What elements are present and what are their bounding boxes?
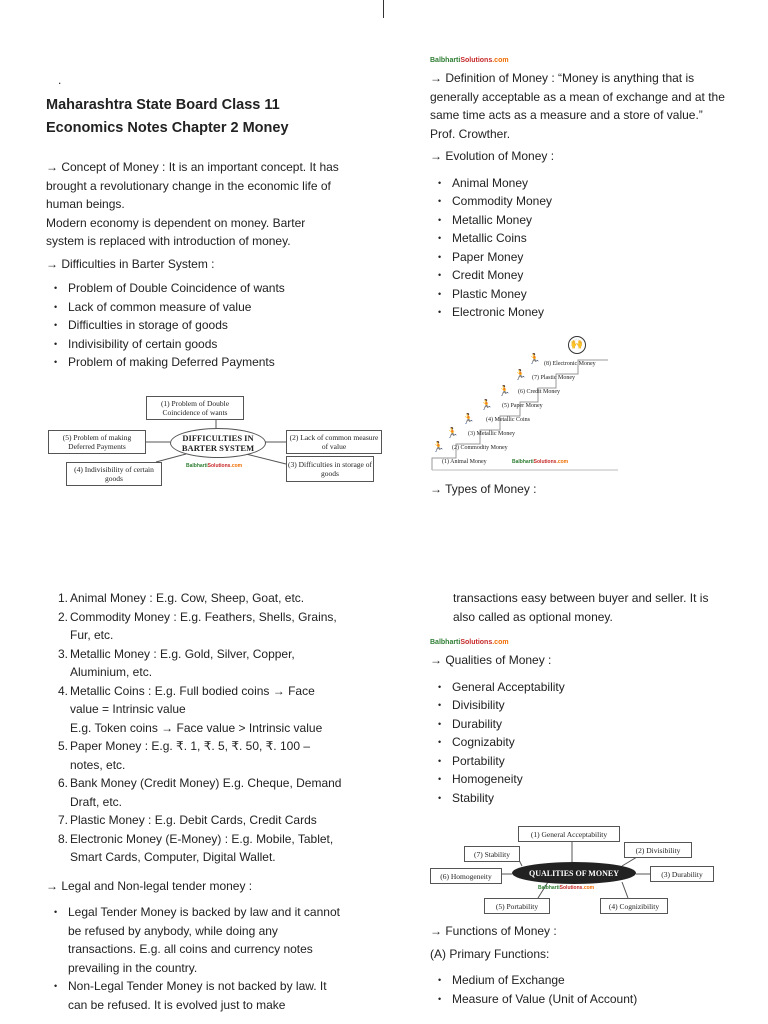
item-number: 5.: [58, 739, 69, 753]
stair-label: (6) Credit Money: [518, 389, 560, 395]
watermark-part: Balbharti: [430, 639, 461, 646]
top-left-column: [46, 70, 346, 372]
list-item: • Non-Legal Tender Money is not backed by law. It can be refused. It is evolved just to make: [68, 977, 346, 1014]
barter-box-4: (4) Indivisibility of certain goods: [66, 462, 162, 486]
top-right-watermark: [430, 56, 730, 65]
winner-icon: 🙌: [568, 336, 586, 354]
list-item: • Problem of Double Coincidence of wants: [68, 279, 346, 298]
list-item: • Difficulties in storage of goods: [68, 316, 346, 335]
list-item: [58, 811, 346, 830]
quality-box-2: (2) Divisibility: [624, 842, 692, 858]
list-item: • Indivisibility of certain goods: [68, 335, 346, 354]
title-line-1: Maharashtra State Board Class 11: [46, 97, 280, 113]
person-icon: 🏃: [480, 400, 493, 411]
person-icon: 🏃: [446, 428, 459, 439]
watermark-part: .com: [492, 639, 509, 646]
item-extra: E.g. Token coins → Face value > Intrinsic value: [70, 720, 323, 735]
list-item: • Metallic Coins: [452, 229, 730, 248]
list-item: [58, 830, 346, 867]
concept-paragraph: → Concept of Money : It is an important concept. It has brought a revolutionary change in the economic life of human beings.: [46, 160, 339, 211]
item-text: Paper Money : E.g. ₹. 1, ₹. 5, ₹. 50, ₹. 100 – notes, etc.: [70, 739, 310, 772]
barter-center-oval: DIFFICULTIES IN BARTER SYSTEM: [170, 428, 266, 458]
title-line-2: Economics Notes Chapter 2 Money: [46, 120, 289, 136]
top-right-column: [430, 56, 730, 322]
tender-list: [46, 903, 346, 1014]
qualities-list: [430, 678, 730, 808]
bottom-left-column: [46, 589, 346, 1014]
list-item: • Problem of making Deferred Payments: [68, 353, 346, 372]
functions-list: [430, 971, 730, 1008]
types-heading-block: [430, 480, 730, 499]
quality-box-7: (7) Stability: [464, 846, 520, 862]
list-item: • Legal Tender Money is backed by law and it cannot be refused by anybody, while doing any transactions. E.g. all coins and currency notes prevailing in the country.: [68, 903, 346, 977]
functions-heading: → Functions of Money :: [430, 924, 557, 938]
quality-box-3: (3) Durability: [650, 866, 714, 882]
quality-box-6: (6) Homogeneity: [430, 868, 502, 884]
item-text: Plastic Money : E.g. Debit Cards, Credit Cards: [70, 813, 317, 827]
person-icon: 🏃: [514, 370, 527, 381]
item-text: Commodity Money : E.g. Feathers, Shells, Grains, Fur, etc.: [70, 609, 337, 642]
qualities-watermark: [430, 638, 730, 647]
list-item: • Stability: [452, 789, 730, 808]
list-item: • Paper Money: [452, 248, 730, 267]
barter-box-3: (3) Difficulties in storage of goods: [286, 456, 374, 482]
barter-diagram: [46, 394, 384, 488]
evolution-list: [430, 174, 730, 322]
watermark-part: Solutions: [460, 639, 493, 646]
watermark-part: Balbharti: [186, 463, 208, 469]
list-item: • Cognizabity: [452, 733, 730, 752]
item-number: 7.: [58, 813, 69, 827]
watermark-part: Solutions: [533, 459, 557, 465]
stair-label: (4) Metallic Coins: [486, 417, 530, 423]
quality-box-4: (4) Cognizibility: [600, 898, 668, 914]
bottom-right-column: [430, 589, 730, 807]
list-item: [58, 608, 346, 645]
item-text: Metallic Money : E.g. Gold, Silver, Copper, Aluminium, etc.: [70, 646, 295, 679]
watermark-part: .com: [230, 463, 243, 469]
stair-label: (3) Metallic Money: [468, 431, 515, 437]
watermark-part: Solutions: [207, 463, 231, 469]
list-item: • Metallic Money: [452, 211, 730, 230]
list-item: • Electronic Money: [452, 303, 730, 322]
stair-label: (7) Plastic Money: [532, 375, 575, 381]
qualities-heading: → Qualities of Money :: [430, 653, 552, 667]
stair-label: (8) Electronic Money: [544, 361, 596, 367]
staircase-watermark: [512, 458, 568, 467]
person-icon: 🏃: [528, 354, 541, 365]
list-item: • Credit Money: [452, 266, 730, 285]
list-item: [58, 645, 346, 682]
item-number: 4.: [58, 683, 69, 698]
person-icon: 🏃: [462, 414, 475, 425]
item-number: 6.: [58, 776, 69, 790]
quality-box-1: (1) General Acceptability: [518, 826, 620, 842]
evolution-heading: → Evolution of Money :: [430, 149, 555, 163]
barter-list: [46, 279, 346, 372]
bullet-dot: .: [58, 73, 62, 87]
item-text: Bank Money (Credit Money) E.g. Cheque, Demand Draft, etc.: [70, 776, 342, 809]
list-item: [58, 589, 346, 608]
item-number: 2.: [58, 609, 69, 624]
barter-box-2: (2) Lack of common measure of value: [286, 430, 382, 454]
barter-heading: → Difficulties in Barter System :: [46, 256, 215, 271]
item-number: 3.: [58, 646, 69, 661]
list-item: • General Acceptability: [452, 678, 730, 697]
list-item: • Lack of common measure of value: [68, 298, 346, 317]
types-heading: → Types of Money :: [430, 482, 537, 496]
page-title: [46, 94, 346, 140]
list-item: • Plastic Money: [452, 285, 730, 304]
stair-label: (1) Animal Money: [442, 459, 487, 465]
tender-continuation: transactions easy between buyer and seller. It is also called as optional money.: [453, 591, 709, 624]
person-icon: 🏃: [498, 386, 511, 397]
barter-box-1: (1) Problem of Double Coincidence of wants: [146, 396, 244, 420]
quality-box-5: (5) Portability: [484, 898, 550, 914]
list-item: • Divisibility: [452, 696, 730, 715]
list-item: • Animal Money: [452, 174, 730, 193]
list-item: • Portability: [452, 752, 730, 771]
watermark-part: Solutions: [460, 57, 493, 64]
qualities-diagram: [428, 822, 718, 918]
primary-functions-heading: (A) Primary Functions:: [430, 946, 550, 961]
types-list: [46, 589, 346, 867]
watermark-part: .com: [556, 459, 569, 465]
modern-economy-paragraph: Modern economy is dependent on money. Barter system is replaced with introduction of money.: [46, 215, 306, 248]
evolution-staircase-diagram: [428, 332, 620, 474]
list-item: [58, 682, 346, 738]
watermark-part: Balbharti: [512, 459, 534, 465]
watermark-part: .com: [492, 57, 509, 64]
item-text: Electronic Money (E-Money) : E.g. Mobile, Tablet, Smart Cards, Computer, Digital Wallet.: [70, 831, 334, 864]
item-number: 1.: [58, 591, 69, 605]
top-divider: [383, 0, 384, 18]
list-item: [58, 774, 346, 811]
functions-block: [430, 922, 730, 1008]
barter-box-5: (5) Problem of making Deferred Payments: [48, 430, 146, 454]
list-item: [58, 737, 346, 774]
stair-label: (5) Paper Money: [502, 403, 543, 409]
list-item: • Measure of Value (Unit of Account): [452, 990, 730, 1009]
definition-paragraph: → Definition of Money : “Money is anything that is generally acceptable as a mean of exchange and at the same time acts as a measure and a store of value.” Prof. Crowther.: [430, 71, 725, 141]
watermark-part: Balbharti: [538, 885, 560, 891]
barter-watermark: [186, 462, 242, 471]
watermark-part: Balbharti: [430, 57, 461, 64]
item-number: 8.: [58, 831, 69, 846]
item-text: Metallic Coins : E.g. Full bodied coins → Face value = Intrinsic value: [70, 683, 315, 716]
tender-heading: → Legal and Non-legal tender money :: [46, 878, 253, 893]
stair-label: (2) Commodity Money: [452, 445, 508, 451]
list-item: • Medium of Exchange: [452, 971, 730, 990]
list-item: • Durability: [452, 715, 730, 734]
list-item: • Homogeneity: [452, 770, 730, 789]
item-text: Animal Money : E.g. Cow, Sheep, Goat, etc.: [70, 591, 305, 605]
qualities-center-oval: QUALITIES OF MONEY: [512, 862, 636, 884]
list-item: • Commodity Money: [452, 192, 730, 211]
person-icon: 🏃: [432, 442, 445, 453]
qualities-diagram-watermark: [538, 884, 594, 893]
watermark-part: Solutions: [559, 885, 583, 891]
watermark-part: .com: [582, 885, 595, 891]
